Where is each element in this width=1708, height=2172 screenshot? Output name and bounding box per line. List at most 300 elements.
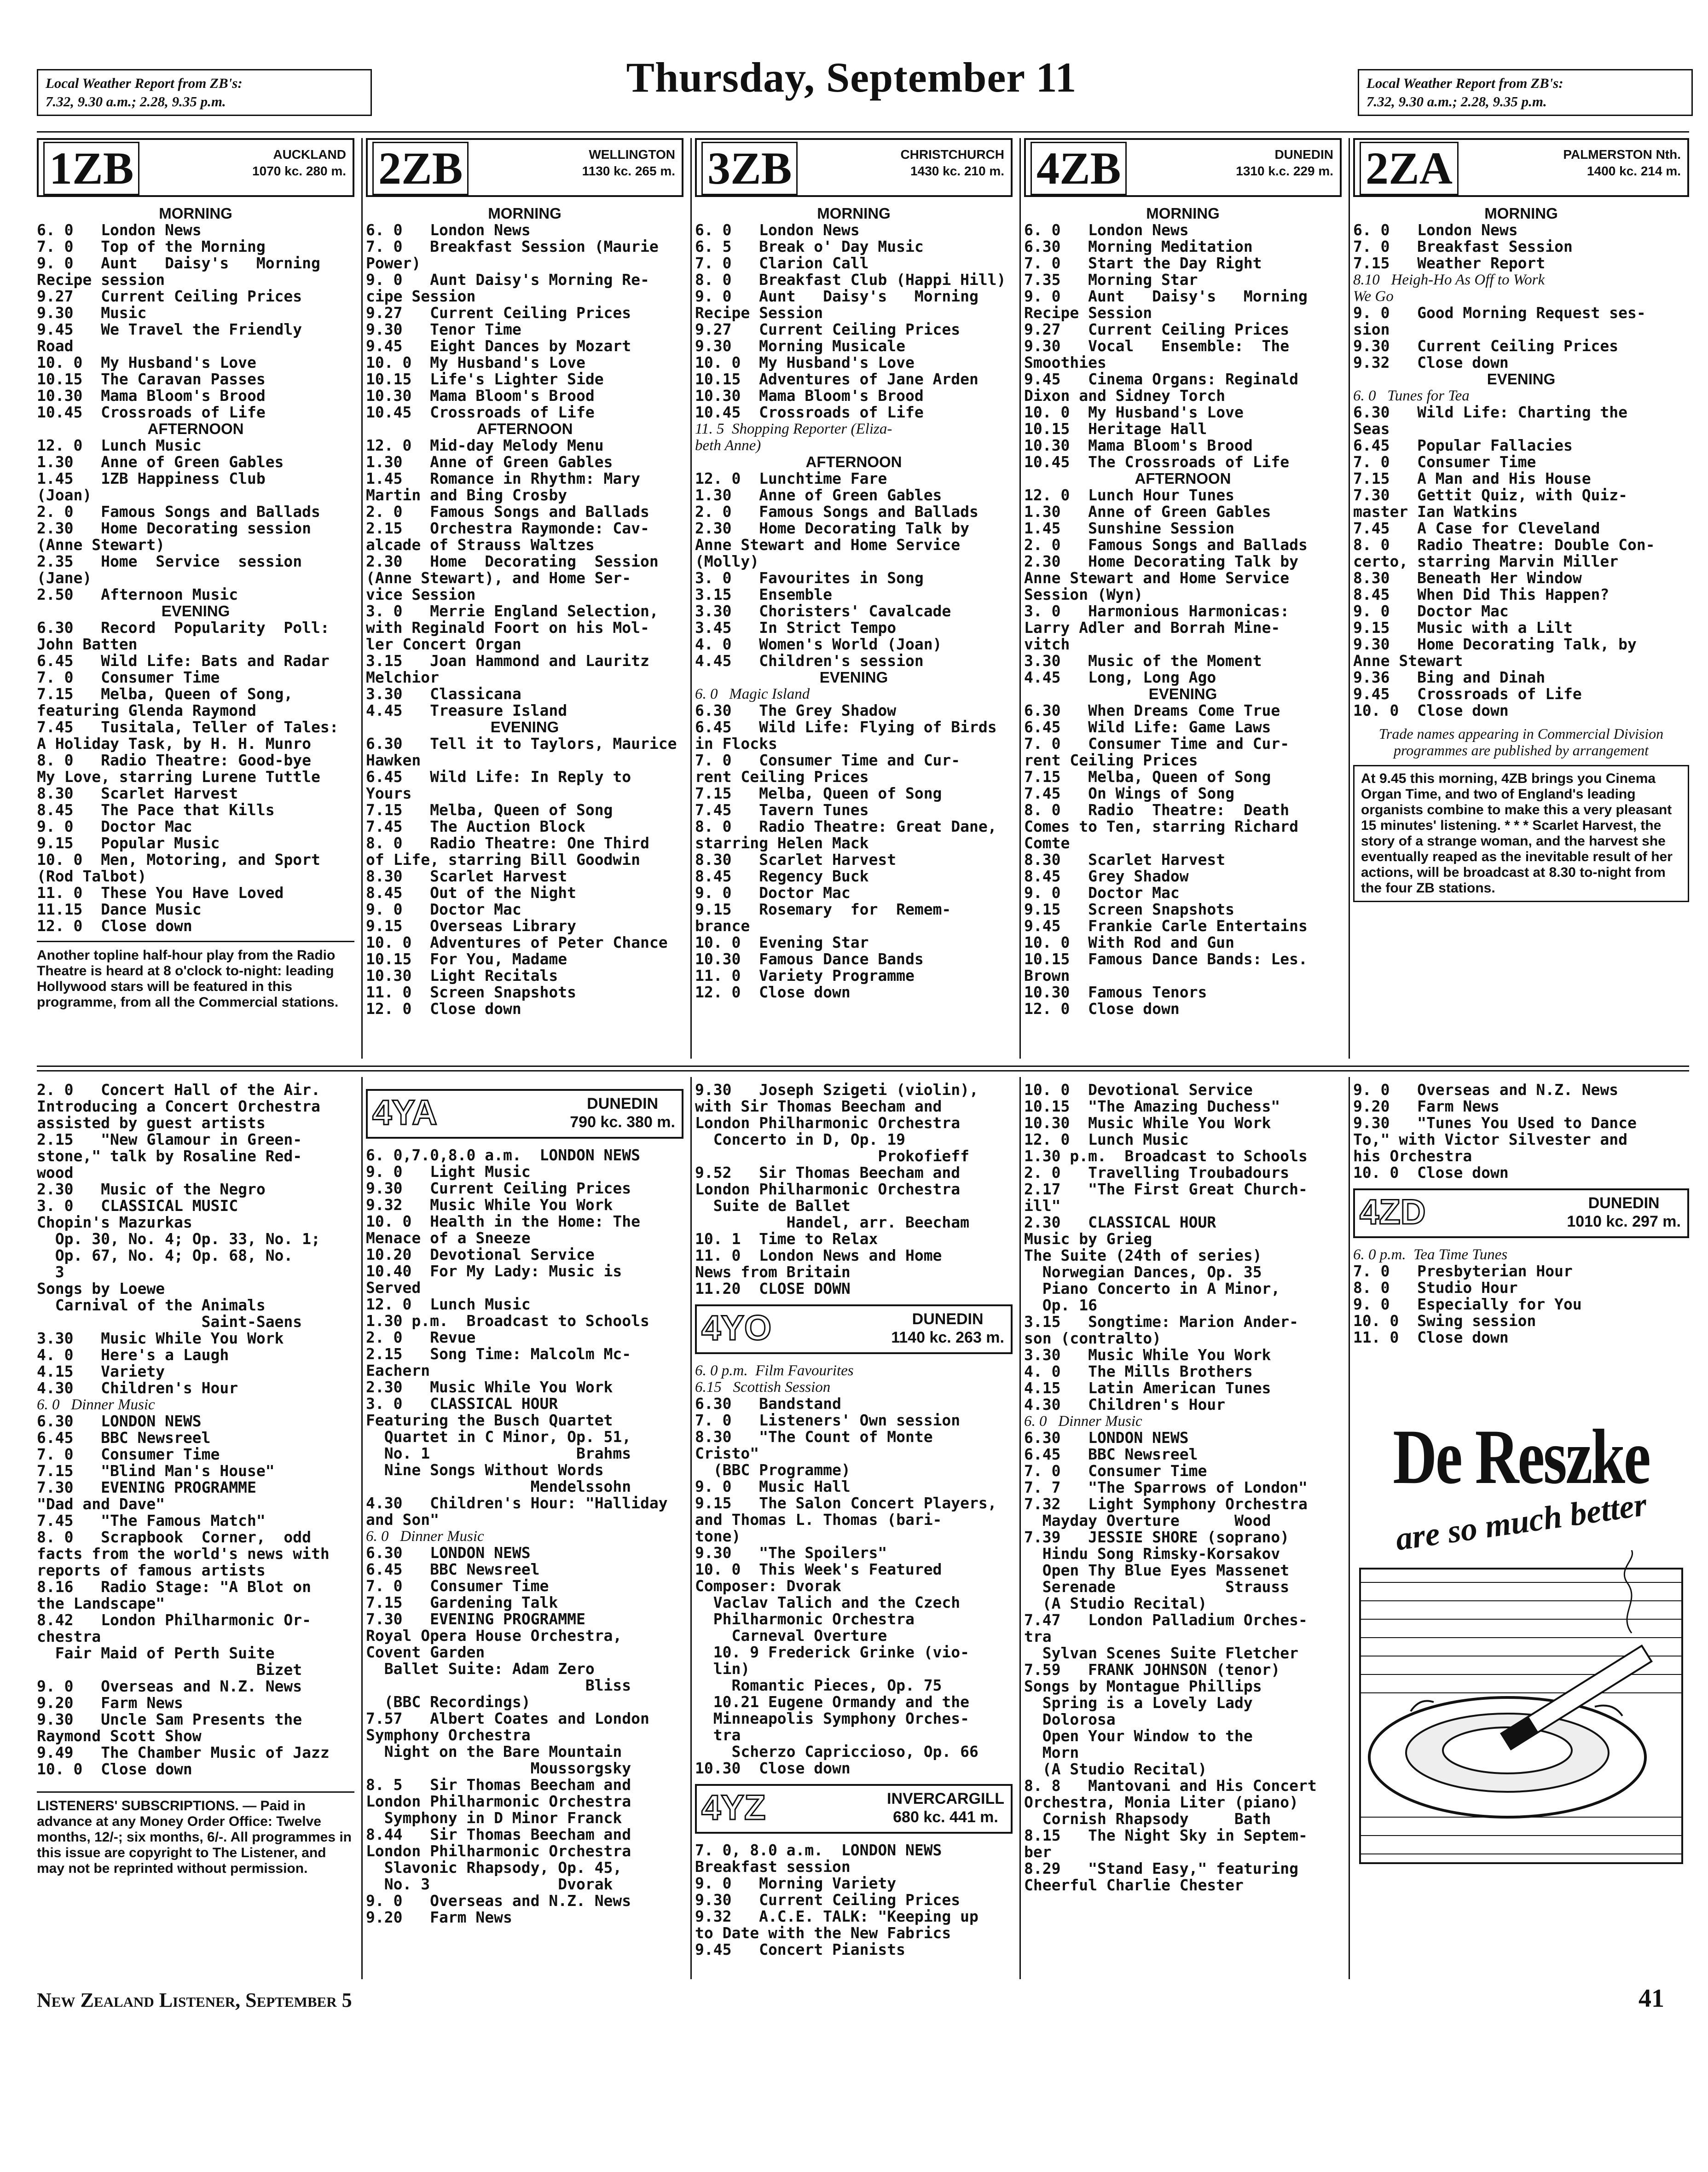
programme-line: 10.15 The Caravan Passes	[37, 370, 266, 388]
programme-line: 3.30 Music of the Moment	[1024, 652, 1262, 670]
programme-line: 9.15 Music with a Lilt	[1353, 619, 1573, 637]
station-4yz-header	[695, 1784, 1013, 1834]
programme-line: 3. 0 Favourites in Song	[695, 569, 924, 587]
programme-line: (Jane)	[37, 569, 92, 587]
station-4yz-call: 4YZ	[701, 1788, 766, 1827]
programme-line: 8. 0 Radio Theatre: Death	[1024, 801, 1290, 819]
programme-line: the Landscape"	[37, 1594, 165, 1612]
programme-line: (Anne Stewart)	[37, 536, 165, 554]
programme-line: Comte	[1024, 834, 1070, 852]
programme-line: 2.35 Home Service session	[37, 552, 302, 570]
programme-line: 9.45 Crossroads of Life	[1353, 685, 1582, 703]
programme-line: 10.45 The Crossroads of Life	[1024, 453, 1290, 471]
station-city: CHRISTCHURCH	[900, 147, 1004, 162]
programme-line: 8.45 Out of the Night	[366, 884, 576, 902]
programme-line: Covent Garden	[366, 1643, 485, 1661]
programme-line: 12. 0 Lunch Music	[366, 1295, 531, 1313]
programme-line: tra	[695, 1726, 741, 1744]
programme-line: 11. 0 These You Have Loved	[37, 884, 284, 902]
programme-line: Martin and Bing Crosby	[366, 486, 567, 504]
programme-line: No. 3 Dvorak	[366, 1875, 613, 1893]
programme-line: 8.42 London Philharmonic Or-	[37, 1611, 312, 1629]
lower-column-1	[37, 1082, 354, 1984]
programme-line: 7.39 JESSIE SHORE (soprano)	[1024, 1528, 1290, 1546]
programme-line: 8.30 Scarlet Harvest	[1024, 851, 1226, 869]
programme-line: 8. 5 Sir Thomas Beecham and	[366, 1776, 631, 1794]
station-header-4zb	[1024, 138, 1342, 197]
programme-line: 3.15 Songtime: Marion Ander-	[1024, 1313, 1299, 1331]
programme-line: lin)	[695, 1660, 750, 1678]
station-frequency: 1430 kc. 210 m.	[910, 164, 1004, 178]
programme-list	[695, 205, 1013, 1001]
programme-line: 12. 0 Lunch Music	[37, 436, 202, 454]
programme-line: 10. 0 Men, Motoring, and Sport	[37, 851, 320, 869]
programme-line: 10.30 Mama Bloom's Brood	[366, 387, 595, 405]
programme-line: Smoothies	[1024, 353, 1106, 371]
section-heading: AFTERNOON	[1135, 470, 1231, 487]
column-rule-bottom-3	[1019, 1077, 1021, 1979]
section-heading: AFTERNOON	[147, 420, 244, 437]
programme-line: 7. 0 Clarion Call	[695, 254, 869, 272]
programme-line: 8. 8 Mantovani and His Concert	[1024, 1777, 1317, 1795]
programme-line: 9. 0 Doctor Mac	[37, 817, 192, 835]
column-rule-bottom-4	[1349, 1077, 1350, 1979]
ad-tagline: are so much better	[1393, 1486, 1649, 1558]
programme-line: 1.30 Anne of Green Gables	[1024, 503, 1271, 521]
programme-line: 7.45 The Auction Block	[366, 817, 585, 835]
programme-line: Mendelssohn	[366, 1477, 631, 1495]
programme-line: 10.45 Crossroads of Life	[695, 403, 924, 421]
de-reszke-advertisement	[1355, 1415, 1687, 1958]
programme-line: vitch	[1024, 635, 1070, 653]
lower-column-2	[366, 1082, 683, 1984]
programme-line: 2.15 Song Time: Malcolm Mc-	[366, 1345, 631, 1363]
programme-line: 9. 0 Aunt Daisy's Morning	[695, 287, 978, 305]
programme-line: 9.36 Bing and Dinah	[1353, 668, 1546, 686]
programme-line: Mayday Overture Wood	[1024, 1512, 1271, 1529]
section-heading: MORNING	[817, 205, 891, 222]
station-info	[1236, 146, 1333, 180]
programme-line: 10.15 Life's Lighter Side	[366, 370, 604, 388]
programme-line: 7.30 EVENING PROGRAMME	[37, 1478, 256, 1496]
programme-line: Vaclav Talich and the Czech	[695, 1593, 961, 1611]
programme-line: 2. 0 Famous Songs and Ballads	[695, 503, 978, 521]
programme-line: 6.45 BBC Newsreel	[37, 1429, 211, 1447]
programme-line: 10.30 Close down	[695, 1759, 851, 1777]
section-heading: EVENING	[1487, 371, 1556, 388]
programme-line: London Philharmonic Orchestra	[366, 1842, 631, 1860]
column-rule-bottom-2	[690, 1077, 692, 1979]
programme-line: 2.30 Home Decorating Talk by	[1024, 552, 1299, 570]
programme-line: 12. 0 Close down	[1024, 1000, 1180, 1018]
programme-line: 9.30 Current Ceiling Prices	[695, 1891, 961, 1909]
programme-line: 10.30 Mama Bloom's Brood	[695, 387, 924, 405]
section-heading: AFTERNOON	[805, 453, 902, 470]
programme-line: 7.15 "Blind Man's House"	[37, 1462, 275, 1480]
programme-line: son (contralto)	[1024, 1329, 1162, 1347]
station-4zd-call: 4ZD	[1360, 1193, 1426, 1232]
programme-list	[37, 205, 354, 934]
programme-line: (A Studio Recital)	[1024, 1760, 1207, 1778]
ashtray-cigarette-illustration	[1355, 1550, 1687, 1872]
programme-line: Session (Wyn)	[1024, 585, 1143, 603]
programme-line: Cheerful Charlie Chester	[1024, 1876, 1244, 1894]
programme-line: Philharmonic Orchestra	[695, 1610, 915, 1628]
programme-line: 9. 0 Morning Variety	[695, 1874, 897, 1892]
station-4zd-header	[1353, 1188, 1689, 1238]
programme-line: Cornish Rhapsody Bath	[1024, 1810, 1271, 1828]
programme-line: 10. 0 Health in the Home: The	[366, 1212, 641, 1230]
station-4ya-header	[366, 1089, 683, 1139]
programme-line: 2. 0 Revue	[366, 1328, 476, 1346]
programme-line: 6.30 Morning Meditation	[1024, 237, 1253, 255]
programme-line: 7. 0, 8.0 a.m. LONDON NEWS	[695, 1841, 942, 1859]
programme-line: Songs by Montague Phillips	[1024, 1677, 1262, 1695]
programme-line: Fair Maid of Perth Suite	[37, 1644, 275, 1662]
programme-line: Carneval Overture	[695, 1627, 887, 1645]
programme-line: 7. 0 Top of the Morning	[37, 237, 266, 255]
programme-line: 9.30 Home Decorating Talk, by	[1353, 635, 1637, 653]
programme-line: 7.45 A Case for Cleveland	[1353, 519, 1600, 537]
weather-report-left	[37, 69, 372, 116]
programme-line: sion	[1353, 320, 1390, 338]
column-rule-top-1	[361, 138, 363, 1059]
programme-line: 1.30 p.m. Broadcast to Schools	[1024, 1147, 1308, 1165]
programme-line: 3.15 Ensemble	[695, 585, 833, 603]
programme-line: rent Ceiling Prices	[1024, 751, 1198, 769]
programme-line: London Philharmonic Orchestra	[695, 1180, 961, 1198]
programme-line: 10. 0 Close down	[1353, 701, 1509, 719]
programme-line: 3. 0 CLASSICAL MUSIC	[37, 1197, 238, 1215]
programme-line: 6.30 LONDON NEWS	[1024, 1429, 1189, 1447]
programme-line: Scherzo Capriccioso, Op. 66	[695, 1743, 978, 1761]
programme-line: 6.45 Popular Fallacies	[1353, 436, 1573, 454]
section-heading: EVENING	[161, 602, 230, 620]
programme-line: No. 1 Brahms	[366, 1444, 631, 1462]
programme-line: 9.20 Farm News	[366, 1908, 512, 1926]
programme-line: 7.15 Melba, Queen of Song	[1024, 768, 1271, 786]
programme-line: 8.30 "The Count of Monte	[695, 1428, 933, 1446]
programme-line: 7.57 Albert Coates and London	[366, 1709, 649, 1727]
programme-line: (A Studio Recital)	[1024, 1594, 1207, 1612]
programme-line: 7. 0 Breakfast Session (Maurie	[366, 237, 659, 255]
lower-column-3	[695, 1082, 1013, 1984]
programme-line: 7.35 Morning Star	[1024, 271, 1198, 289]
weather-report-right-line2: 7.32, 9.30 a.m.; 2.28, 9.35 p.m.	[1366, 93, 1547, 110]
programme-line: Carnival of the Animals	[37, 1296, 266, 1314]
programme-line: 9. 0 Overseas and N.Z. News	[37, 1677, 302, 1695]
programme-line: Brown	[1024, 967, 1070, 985]
programme-line: 3.15 Joan Hammond and Lauritz	[366, 652, 649, 670]
programme-line: 2.17 "The First Great Church-	[1024, 1180, 1308, 1198]
station-callsign: 4ZB	[1031, 142, 1127, 195]
programme-line: 7.45 Tavern Tunes	[695, 801, 869, 819]
programme-line: 7.59 FRANK JOHNSON (tenor)	[1024, 1661, 1280, 1679]
radio-theatre-note: Another topline half-hour play from the Radio Theatre is heard at 8 o'clock to-night: leading Hollywood stars will be featured in this programme, from all the Commercial stations.	[37, 941, 354, 1010]
programme-line: beth Anne)	[695, 437, 761, 454]
station-4ya-city: DUNEDIN	[587, 1095, 659, 1112]
programme-line: 9.30 Music	[37, 304, 147, 322]
programme-line: Ballet Suite: Adam Zero	[366, 1660, 595, 1678]
programme-line: Handel, arr. Beecham	[695, 1213, 970, 1231]
column-rule-bottom-1	[361, 1077, 363, 1979]
programme-line: 6.30 Wild Life: Charting the	[1353, 403, 1628, 421]
programme-line: 10.30 Famous Dance Bands	[695, 950, 924, 968]
programme-line: Recipe Session	[1024, 304, 1152, 322]
programme-line: tra	[1024, 1628, 1052, 1645]
programme-line: 4.15 Latin American Tunes	[1024, 1379, 1271, 1397]
programme-line: (BBC Programme)	[695, 1461, 851, 1479]
programme-line: 9. 0 Music Hall	[695, 1477, 851, 1495]
programme-line: 9.15 Rosemary for Remem-	[695, 900, 951, 918]
section-heading: MORNING	[488, 205, 562, 222]
programme-line: 9. 0 Doctor Mac	[366, 900, 521, 918]
programme-line: (Molly)	[695, 552, 759, 570]
programme-line: Symphony Orchestra	[366, 1726, 531, 1744]
programme-line: Menace of a Sneeze	[366, 1229, 531, 1247]
programme-line: 7. 0 Consumer Time	[37, 1445, 220, 1463]
programme-line: 10.45 Crossroads of Life	[366, 403, 595, 421]
programme-line: Recipe Session	[695, 304, 823, 322]
programme-line: 9.30 Joseph Szigeti (violin),	[695, 1082, 978, 1099]
station-info	[900, 146, 1004, 180]
programme-line: 2.15 "New Glamour in Green-	[37, 1130, 302, 1148]
programme-line: 6. 0 London News	[1024, 221, 1189, 239]
programme-line: 9.27 Current Ceiling Prices	[695, 320, 961, 338]
subscriptions-note: LISTENERS' SUBSCRIPTIONS. — Paid in advance at any Money Order Office: Twelve months, 12/-; six months, 6/-. All programmes in this issue are copyright to The Listener, and may not be reprinted without permission.	[37, 1791, 354, 1877]
programme-line: 8.30 Scarlet Harvest	[366, 867, 567, 885]
programme-line: 3.30 Music While You Work	[1024, 1346, 1271, 1364]
programme-line: 9. 0 Aunt Daisy's Morning Re-	[366, 271, 649, 289]
programme-line: Raymond Scott Show	[37, 1727, 202, 1745]
programme-line: Night on the Bare Mountain	[366, 1743, 622, 1761]
programme-line: 6.30 Tell it to Taylors, Maurice	[366, 735, 677, 753]
station-column-2za	[1353, 138, 1689, 1054]
programme-line: 7. 7 "The Sparrows of London"	[1024, 1478, 1308, 1496]
programme-line: with Reginald Foort on his Mol-	[366, 619, 649, 637]
programme-line: his Orchestra	[1353, 1147, 1472, 1165]
station-city: WELLINGTON	[589, 147, 675, 162]
programme-line: stone," talk by Rosaline Red-	[37, 1147, 302, 1165]
programme-line: (Joan)	[37, 486, 92, 504]
programme-line: vice Session	[366, 585, 476, 603]
programme-line: Sylvan Scenes Suite Fletcher	[1024, 1644, 1299, 1662]
station-4yo-header	[695, 1304, 1013, 1354]
programme-line: 8.45 The Pace that Kills	[37, 801, 275, 819]
programme-line: 9. 0 Light Music	[366, 1163, 531, 1181]
programme-line: 9. 0 Overseas and N.Z. News	[1353, 1082, 1619, 1099]
programme-line: Op. 67, No. 4; Op. 68, No.	[37, 1246, 293, 1264]
programme-line: Op. 16	[1024, 1296, 1097, 1314]
programme-line: 10.15 Adventures of Jane Arden	[695, 370, 978, 388]
station-info	[252, 146, 346, 180]
programme-line: 3.30 Music While You Work	[37, 1329, 284, 1347]
programme-line: 1.30 Anne of Green Gables	[695, 486, 942, 504]
programme-line: Morn	[1024, 1743, 1079, 1761]
programme-line: tone)	[695, 1527, 741, 1545]
programme-line: 9.30 Current Ceiling Prices	[366, 1179, 631, 1197]
programme-line: 7.30 Gettit Quiz, with Quiz-	[1353, 486, 1628, 504]
programme-line: Anne Stewart and Home Service	[1024, 569, 1290, 587]
programme-line: 9.20 Farm News	[37, 1694, 183, 1712]
station-4yz-freq: 680 kc. 441 m.	[893, 1808, 998, 1826]
programme-line: 7.15 Gardening Talk	[366, 1593, 558, 1611]
programme-line: 8. 0 Radio Theatre: Good-bye	[37, 751, 312, 769]
station-4zd-city: DUNEDIN	[1588, 1194, 1660, 1212]
station-4ya-call: 4YA	[372, 1093, 437, 1132]
programme-line: 9.27 Current Ceiling Prices	[366, 304, 631, 322]
programme-line: 7.15 Melba, Queen of Song	[695, 784, 942, 802]
programme-line: alcade of Strauss Waltzes	[366, 536, 595, 554]
station-city: AUCKLAND	[273, 147, 346, 162]
programme-line: Anne Stewart	[1353, 652, 1463, 670]
programme-line: (BBC Recordings)	[366, 1693, 531, 1711]
programme-line: 7.15 Melba, Queen of Song,	[37, 685, 293, 703]
station-column-2zb	[366, 138, 683, 1054]
programme-line: 7. 0 Presbyterian Hour	[1353, 1262, 1573, 1280]
programme-line: 1.30 Anne of Green Gables	[37, 453, 284, 471]
programme-line: 8.30 Beneath Her Window	[1353, 569, 1582, 587]
programme-line: 2. 0 Travelling Troubadours	[1024, 1164, 1290, 1182]
programme-line: Minneapolis Symphony Orches-	[695, 1709, 970, 1727]
programme-line: 4.30 Children's Hour: "Halliday	[366, 1494, 668, 1512]
programme-line: 10. 0 Close down	[1353, 1164, 1509, 1182]
programme-line: Comes to Ten, starring Richard	[1024, 817, 1299, 835]
programme-line: Breakfast session	[695, 1858, 851, 1876]
section-heading: AFTERNOON	[476, 420, 573, 437]
programme-line: Hawken	[366, 751, 421, 769]
programme-line: 11.15 Dance Music	[37, 900, 202, 918]
station-4ya-info	[570, 1095, 675, 1131]
programme-line: Eachern	[366, 1361, 430, 1379]
programme-line: 4.45 Long, Long Ago	[1024, 668, 1216, 686]
programme-line: 9.30 Tenor Time	[366, 320, 521, 338]
programme-line: 9. 0 Good Morning Request ses-	[1353, 304, 1646, 322]
programme-line: Seas	[1353, 420, 1390, 438]
station-4zd-freq: 1010 kc. 297 m.	[1567, 1213, 1681, 1230]
programme-line: 1.45 1ZB Happiness Club	[37, 469, 266, 487]
programme-line: 4. 0 Women's World (Joan)	[695, 635, 942, 653]
programme-line: 10.15 For You, Madame	[366, 950, 567, 968]
programme-line: 9. 0 Aunt Daisy's Morning	[37, 254, 320, 272]
programme-line: and Thomas L. Thomas (bari-	[695, 1511, 942, 1529]
programme-line: certo, starring Marvin Miller	[1353, 552, 1619, 570]
programme-line: Suite de Ballet	[695, 1197, 851, 1215]
programme-line: Melchior	[366, 668, 439, 686]
programme-line: 9.27 Current Ceiling Prices	[1024, 320, 1290, 338]
highlights-box: At 9.45 this morning, 4ZB brings you Cinema Organ Time, and two of England's leading organists combine to make this a very pleasant 15 minutes' listening. * * * Scarlet Harvest, the story of a strange woman, and the harvest she eventually reaped as the inevitable result of her actions, will be broadcast at 8.30 to-night from the four ZB stations.	[1353, 765, 1689, 902]
programme-line: 10.20 Devotional Service	[366, 1245, 595, 1263]
programme-line: 10.30 Light Recitals	[366, 967, 558, 985]
programme-line: 6.30 When Dreams Come True	[1024, 701, 1280, 719]
programme-line: 2. 0 Concert Hall of the Air.	[37, 1082, 320, 1099]
programme-line: 9. 0 Doctor Mac	[1353, 602, 1509, 620]
programme-line: 6. 0 London News	[695, 221, 860, 239]
programme-line: 6. 5 Break o' Day Music	[695, 237, 924, 255]
programme-line: and Son"	[366, 1511, 439, 1529]
station-city: DUNEDIN	[1274, 147, 1333, 162]
programme-line: 9.45 Cinema Organs: Reginald	[1024, 370, 1299, 388]
weather-report-right-line1: Local Weather Report from ZB's:	[1366, 75, 1563, 91]
programme-line: Saint-Saens	[37, 1313, 302, 1331]
programme-line: 10. 0 Swing session	[1353, 1312, 1536, 1330]
programme-line: We Go	[1353, 288, 1394, 305]
programme-line: Recipe session	[37, 271, 165, 289]
programme-line: rent Ceiling Prices	[695, 768, 869, 786]
station-4yo-city: DUNEDIN	[912, 1310, 984, 1328]
programme-line: 9.20 Farm News	[1353, 1097, 1500, 1115]
programme-list	[366, 205, 683, 1017]
programme-line: 6.15 Scottish Session	[695, 1379, 831, 1396]
page-title: Thursday, September 11	[626, 54, 1077, 101]
programme-line: 8.16 Radio Stage: "A Blot on	[37, 1578, 312, 1596]
station-header-3zb	[695, 138, 1013, 197]
programme-line: 10.15 Famous Dance Bands: Les.	[1024, 950, 1308, 968]
programme-line: (Rod Talbot)	[37, 867, 147, 885]
programme-line: cipe Session	[366, 287, 476, 305]
programme-line: 9.30 Morning Musicale	[695, 337, 905, 355]
programme-line: 6. 0 Magic Island	[695, 686, 810, 702]
programme-line: 10. 0 Close down	[37, 1760, 192, 1778]
programme-line: My Love, starring Lurene Tuttle	[37, 768, 320, 786]
programme-line: 8. 0 Scrapbook Corner, odd	[37, 1528, 312, 1546]
station-column-1zb	[37, 138, 354, 1054]
programme-line: 8.30 Scarlet Harvest	[37, 784, 238, 802]
programme-line: 7.15 Melba, Queen of Song	[366, 801, 613, 819]
programme-line: 10. 0 This Week's Featured	[695, 1560, 942, 1578]
programme-line: Anne Stewart and Home Service	[695, 536, 961, 554]
programme-line: 12. 0 Close down	[366, 1000, 521, 1018]
station-callsign: 2ZB	[372, 142, 469, 195]
programme-line: 8.45 Grey Shadow	[1024, 867, 1189, 885]
column-rule-top-4	[1349, 138, 1350, 1059]
programme-line: 11. 0 Close down	[1353, 1328, 1509, 1346]
programme-line: 3. 0 Harmonious Harmonicas:	[1024, 602, 1290, 620]
programme-line: 9.15 Popular Music	[37, 834, 220, 852]
programme-line: Slavonic Rhapsody, Op. 45,	[366, 1859, 622, 1877]
programme-line: 9.30 Uncle Sam Presents the	[37, 1710, 302, 1728]
programme-line: 6.30 The Grey Shadow	[695, 701, 897, 719]
programme-line: 6.45 BBC Newsreel	[366, 1560, 540, 1578]
programme-line: 11. 5 Shopping Reporter (Eliza-	[695, 421, 892, 437]
programme-line: 8. 0 Breakfast Club (Happi Hill)	[695, 271, 1006, 289]
programme-line: master Ian Watkins	[1353, 503, 1518, 521]
programme-line: 9.30 Current Ceiling Prices	[1353, 337, 1619, 355]
programme-line: 9. 0 Doctor Mac	[1024, 884, 1180, 902]
programme-line: 2.30 Home Decorating Talk by	[695, 519, 970, 537]
programme-line: 1.45 Sunshine Session	[1024, 519, 1234, 537]
weather-report-right	[1358, 69, 1693, 116]
column-rule-top-3	[1019, 138, 1021, 1059]
programme-line: 10. 0 Adventures of Peter Chance	[366, 933, 668, 951]
programme-line: Introducing a Concert Orchestra	[37, 1097, 320, 1115]
station-4yo-info	[891, 1310, 1004, 1347]
station-frequency: 1310 k.c. 229 m.	[1236, 164, 1333, 178]
programme-line: featuring Glenda Raymond	[37, 701, 256, 719]
programme-line: 9.45 Eight Dances by Mozart	[366, 337, 631, 355]
programme-line: 6. 0 London News	[37, 221, 202, 239]
programme-line: John Batten	[37, 635, 138, 653]
section-divider-2	[37, 1070, 1689, 1072]
section-heading: MORNING	[159, 205, 232, 222]
programme-line: in Flocks	[695, 735, 777, 753]
programme-line: 9. 0 Overseas and N.Z. News	[366, 1892, 631, 1910]
programme-line: 2.30 Home Decorating session	[37, 519, 312, 537]
programme-line: 9.30 "Tunes You Used to Dance	[1353, 1114, 1637, 1132]
programme-line: 2.30 Music While You Work	[366, 1378, 613, 1396]
programme-line: 8.10 Heigh-Ho As Off to Work	[1353, 272, 1545, 288]
programme-line: 1.30 Anne of Green Gables	[366, 453, 613, 471]
